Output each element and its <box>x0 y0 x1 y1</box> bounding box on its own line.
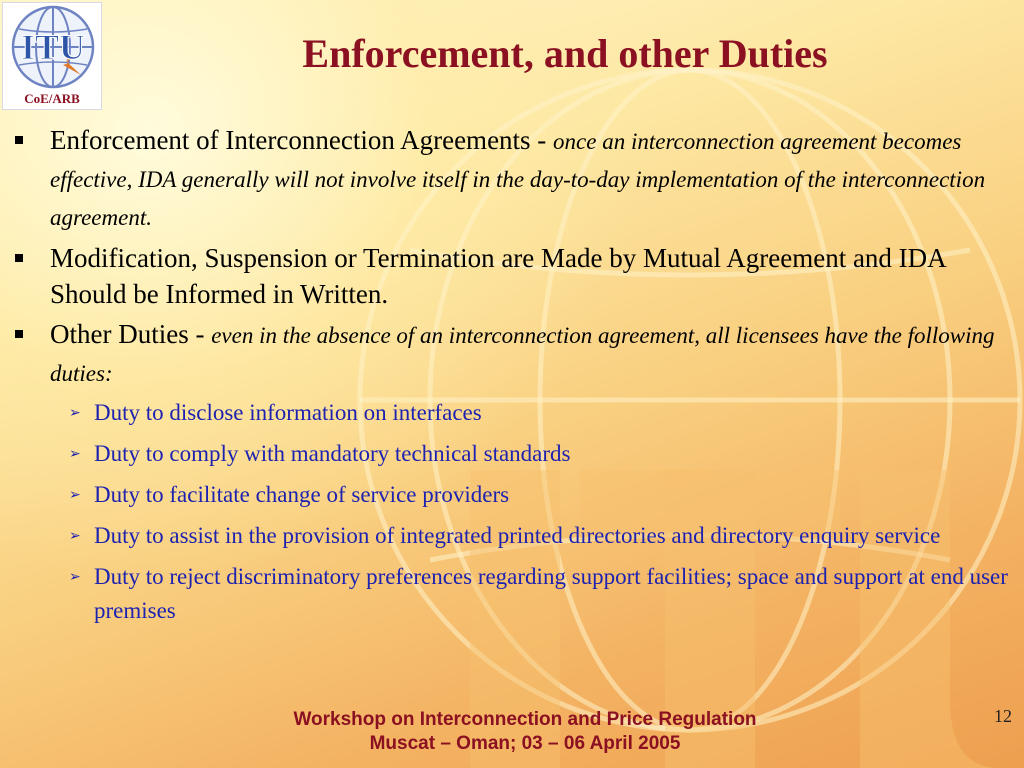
page-number: 12 <box>994 706 1012 726</box>
duty-text: Duty to reject discriminatory preferences regarding support facilities; space and support at end user premises <box>94 564 1008 623</box>
square-bullet-icon <box>15 136 23 144</box>
duty-item <box>12 560 1014 628</box>
bullet-item <box>12 240 1014 312</box>
duty-text: Duty to comply with mandatory technical standards <box>94 441 571 466</box>
arrow-bullet-icon: ➢ <box>69 569 81 585</box>
bullet-note: even in the absence of an interconnection agreement, all licensees have the following duties: <box>50 323 995 386</box>
logo-caption: CoE/ARB <box>24 91 80 106</box>
arrow-bullet-icon: ➢ <box>69 405 81 421</box>
square-bullet-icon <box>15 330 23 338</box>
arrow-bullet-icon: ➢ <box>69 487 81 503</box>
logo-text: ITU <box>20 27 86 67</box>
footer-line-1: Workshop on Interconnection and Price Regulation <box>293 709 757 730</box>
arrow-bullet-icon: ➢ <box>69 446 81 462</box>
slide-content <box>12 122 1014 635</box>
bullet-item <box>12 122 1014 236</box>
square-bullet-icon <box>15 254 23 262</box>
slide-title: Enforcement, and other Duties <box>302 31 828 76</box>
arrow-bullet-icon: ➢ <box>69 528 81 544</box>
bullet-text: Modification, Suspension or Termination are Made by Mutual Agreement and IDA Should be Informed in Written. <box>50 243 946 309</box>
duty-text: Duty to facilitate change of service providers <box>94 482 510 507</box>
duty-item <box>12 478 1014 512</box>
bullet-text: Other Duties - <box>50 319 205 349</box>
duty-item <box>12 437 1014 471</box>
itu-logo <box>2 2 102 110</box>
slide-footer <box>230 708 820 756</box>
bullet-text: Enforcement of Interconnection Agreements - <box>50 125 547 155</box>
bullet-note: once an interconnection agreement becomes effective, IDA generally will not involve itself in the day-to-day implementation of the interconnection agreement. <box>50 129 986 230</box>
duty-text: Duty to disclose information on interfaces <box>94 400 482 425</box>
itu-globe-icon <box>3 3 103 93</box>
bullet-item <box>12 316 1014 392</box>
footer-line-2: Muscat – Oman; 03 – 06 April 2005 <box>369 733 681 754</box>
duty-text: Duty to assist in the provision of integrated printed directories and directory enquiry service <box>94 523 941 548</box>
duty-item <box>12 519 1014 553</box>
duty-item <box>12 396 1014 430</box>
